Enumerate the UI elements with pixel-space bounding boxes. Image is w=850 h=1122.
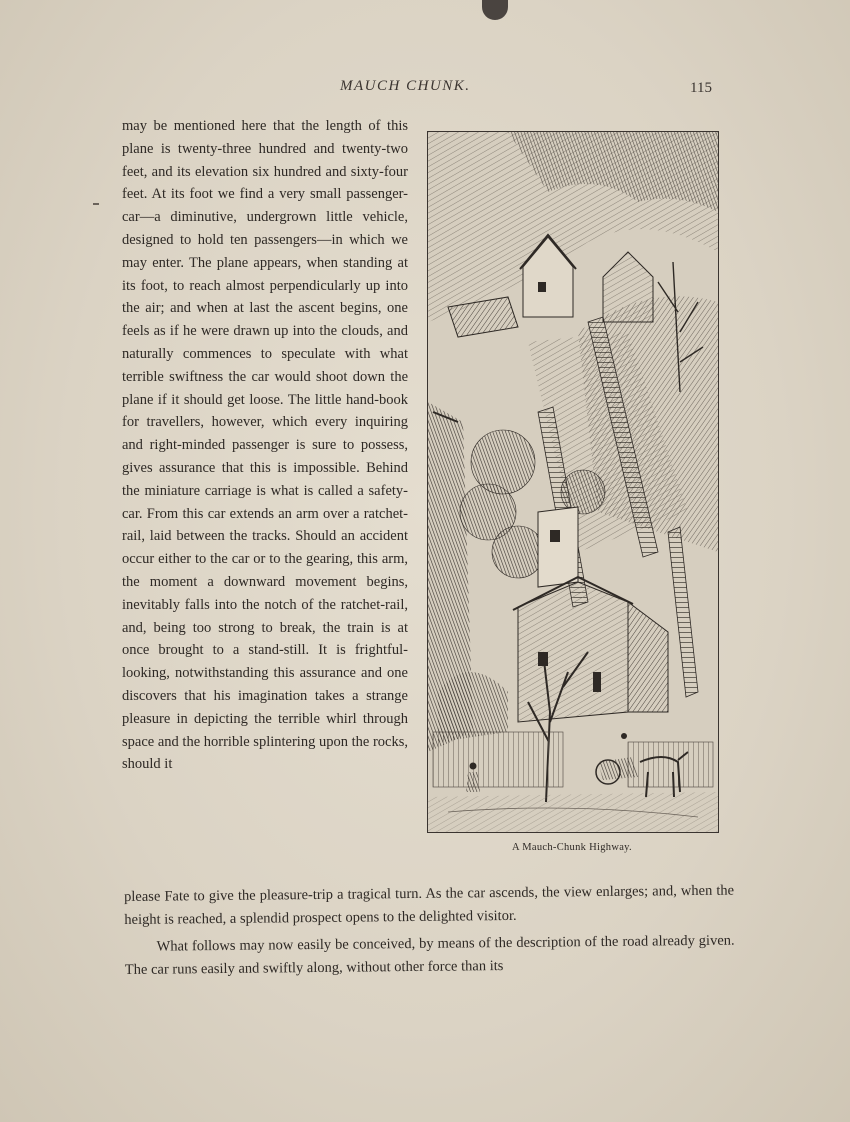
page-number: 115: [690, 80, 712, 96]
full-width-text: [124, 880, 735, 982]
binding-hole: [482, 0, 508, 20]
column-paragraph: may be mentioned here that the length of this plane is twenty-three hundred and twenty-two feet, and its elevation six hundred and sixty-four feet. At its foot we find a very small passenger-car—a diminutive, undergrown little vehicle, designed to hold ten passengers—in which we may enter. The plane appears, when standing at its foot, to reach almost perpendicularly up into the air; and when at last the ascent begins, one feels as if he were drawn up into the clouds, and naturally commences to speculate with what terrible swiftness the car would shoot down the plane if it should get loose. The little hand-book for travellers, however, which every inquiring and right-minded passenger is sure to possess, gives assurance that this is impossible. Behind the miniature carriage is what is called a safety-car. From this car extends an arm over a ratchet-rail, laid between the tracks. Should an accident occur either to the car or to the gearing, this arm, the moment a downward movement begins, inevitably falls into the notch of the ratchet-rail, and, being too strong to break, the train is at once brought to a stand-still. It is frightful-looking, notwithstanding this assurance and one discovers that his imagination takes a strange pleasure in depicting the terrible whirl through space and the horrible splintering upon the rocks, should it: [122, 118, 408, 773]
next-paragraph: What follows may now easily be conceived, by means of the description of the road already given. The car runs easily and swiftly along, without other force than its: [124, 932, 735, 978]
margin-mark: [93, 203, 99, 205]
engraving-illustration: [427, 131, 719, 833]
continuation-paragraph: please Fate to give the pleasure-trip a tragical turn. As the car ascends, the view enlarges; and, when the height is reached, a splendid prospect opens to the delighted visitor.: [124, 882, 735, 928]
running-head: MAUCH CHUNK.: [340, 78, 471, 94]
body-column: [122, 115, 408, 776]
illustration-caption: A Mauch-Chunk Highway.: [512, 842, 632, 853]
